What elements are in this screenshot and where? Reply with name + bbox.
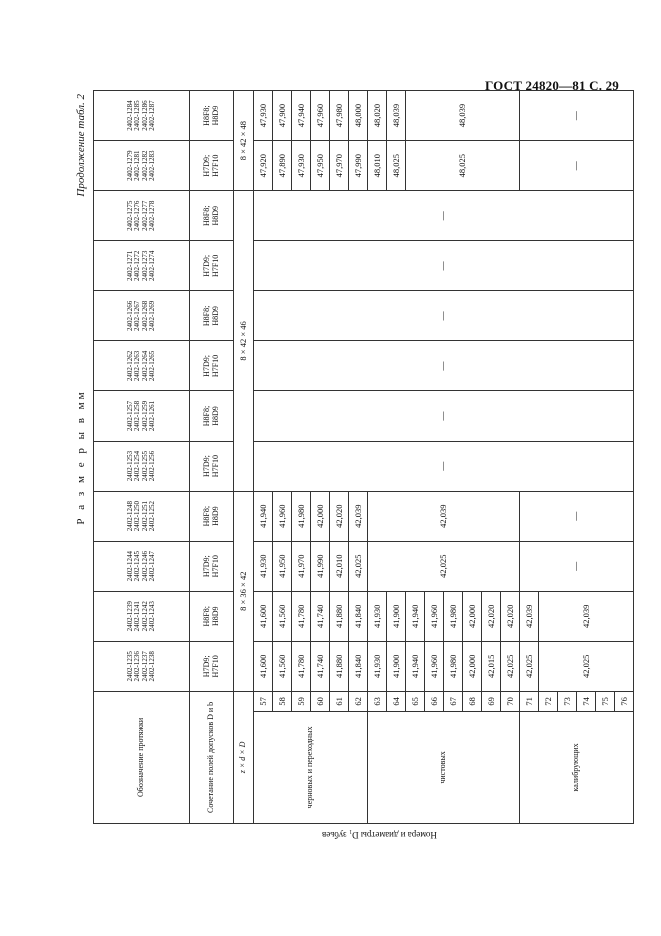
- value-cell: 42,000: [311, 491, 330, 541]
- value-cell: 42,025: [539, 641, 634, 691]
- designation-code: 2402-1282: [140, 150, 149, 181]
- designation-code: 2402-1275: [125, 200, 134, 231]
- value-cell: 41,980: [444, 591, 463, 641]
- designation-code: 2402-1285: [133, 100, 142, 131]
- tooth-number: 76: [615, 691, 634, 711]
- designation-cell: [94, 491, 190, 541]
- value-cell: 41,930: [254, 541, 273, 591]
- tolerance-value: H7D9;: [202, 355, 212, 377]
- tolerance-value: H7F10: [210, 555, 220, 578]
- tolerance-value: H7F10: [210, 454, 220, 478]
- designation-code: 2402-1242: [140, 601, 149, 632]
- tolerance-value: H7F10: [210, 354, 220, 378]
- tolerance-value: H8F8;: [202, 305, 212, 327]
- value-cell: 41,950: [273, 541, 292, 591]
- designation-code: 2402-1256: [147, 450, 156, 482]
- continuation-label: Продолжение табл. 2: [75, 94, 87, 197]
- value-cell: 41,940: [406, 641, 425, 691]
- tolerance-value: H8F8;: [202, 505, 212, 527]
- table-row: [234, 91, 254, 824]
- tooth-number: 62: [349, 691, 368, 711]
- value-cell: 42,039: [368, 491, 520, 541]
- designation-code: 2402-1279: [125, 150, 134, 181]
- tolerance-cell: [190, 591, 234, 641]
- tolerance-value: H8F8;: [202, 606, 212, 627]
- tooth-number: 61: [330, 691, 349, 711]
- designation-code: 2402-1237: [140, 651, 149, 682]
- value-cell: 41,740: [311, 591, 330, 641]
- designation-code: 2402-1277: [140, 200, 149, 231]
- value-cell: 48,039: [406, 91, 520, 141]
- tolerance-cell: [190, 141, 234, 191]
- tooth-number: 71: [520, 691, 539, 711]
- tolerance-cell: [190, 641, 234, 691]
- tolerance-cell: [190, 491, 234, 541]
- dash-cell: —: [254, 291, 634, 341]
- tolerance-value: H8D9: [210, 506, 220, 526]
- value-cell: 42,020: [330, 491, 349, 541]
- designation-code: 2402-1241: [133, 601, 142, 632]
- designation-code: 2402-1258: [133, 400, 142, 432]
- designation-code: 2402-1284: [125, 100, 134, 131]
- teeth-side-label: Номера и диаметры D₁ зубьев: [322, 830, 437, 840]
- value-cell: 41,940: [406, 591, 425, 641]
- designation-code: 2402-1263: [133, 350, 142, 382]
- value-cell: 42,000: [463, 641, 482, 691]
- group-calib-label: калибрующих: [520, 711, 634, 823]
- tolerance-cell: [190, 541, 234, 591]
- tolerance-value: H7D9;: [202, 254, 212, 277]
- designation-cell: [94, 641, 190, 691]
- value-cell: 41,930: [368, 641, 387, 691]
- value-cell: 41,840: [349, 641, 368, 691]
- designation-code: 2402-1245: [133, 551, 142, 582]
- value-cell: 47,970: [330, 141, 349, 191]
- value-cell: 48,025: [406, 141, 520, 191]
- tooth-number: 59: [292, 691, 311, 711]
- table-row: [94, 91, 190, 824]
- dash-cell: —: [520, 141, 634, 191]
- designation-code: 2402-1239: [125, 601, 134, 632]
- tolerance-cell: [190, 241, 234, 291]
- value-cell: 47,940: [292, 91, 311, 141]
- value-cell: 42,010: [330, 541, 349, 591]
- designation-cell: [94, 241, 190, 291]
- designation-code: 2402-1265: [147, 350, 156, 382]
- designation-code: 2402-1246: [140, 551, 149, 582]
- tooth-number: 65: [406, 691, 425, 711]
- designation-code: 2402-1244: [125, 551, 134, 582]
- designation-code: 2402-1236: [133, 651, 142, 682]
- tolerance-cell: [190, 391, 234, 441]
- size-table: [93, 90, 634, 824]
- value-cell: 41,980: [444, 641, 463, 691]
- value-cell: 48,020: [368, 91, 387, 141]
- tolerance-value: H7D9;: [202, 455, 212, 477]
- value-cell: 48,039: [387, 91, 406, 141]
- value-cell: 42,039: [349, 491, 368, 541]
- dash-cell: —: [254, 441, 634, 491]
- tolerance-value: H8D9: [210, 606, 220, 627]
- value-cell: 41,990: [311, 541, 330, 591]
- value-cell: 42,025: [501, 641, 520, 691]
- tooth-number: 72: [539, 691, 558, 711]
- designation-code: 2402-1250: [133, 500, 142, 532]
- tooth-number: 67: [444, 691, 463, 711]
- size-8x42x46: 8 × 42 × 46: [234, 191, 254, 491]
- rotated-table-area: [75, 90, 629, 824]
- tooth-number: 69: [482, 691, 501, 711]
- designation-cell: [94, 441, 190, 491]
- tolerance-value: H8D9: [210, 205, 220, 226]
- designation-code: 2402-1251: [140, 500, 149, 532]
- value-cell: 42,020: [482, 591, 501, 641]
- tolerance-value: H7F10: [210, 655, 220, 678]
- designation-code: 2402-1286: [140, 100, 149, 131]
- value-cell: 41,560: [273, 591, 292, 641]
- value-cell: 42,039: [520, 591, 539, 641]
- value-cell: 47,990: [349, 141, 368, 191]
- value-cell: 41,880: [330, 641, 349, 691]
- tooth-number: 60: [311, 691, 330, 711]
- value-cell: 48,010: [368, 141, 387, 191]
- designation-code: 2402-1255: [140, 450, 149, 482]
- tooth-number: 68: [463, 691, 482, 711]
- tooth-number: 73: [558, 691, 577, 711]
- group-finish-label: чистовых: [368, 711, 520, 823]
- value-cell: 42,039: [539, 591, 634, 641]
- designation-code: 2402-1253: [125, 450, 134, 482]
- value-cell: 42,000: [463, 591, 482, 641]
- dash-cell: —: [254, 191, 634, 241]
- designation-cell: [94, 391, 190, 441]
- designation-code: 2402-1235: [125, 651, 134, 682]
- value-cell: 41,960: [425, 641, 444, 691]
- designation-label: Обозначение протяжки: [94, 691, 190, 823]
- designation-code: 2402-1271: [125, 250, 134, 281]
- dash-cell: —: [520, 491, 634, 541]
- value-cell: 47,890: [273, 141, 292, 191]
- value-cell: 47,950: [311, 141, 330, 191]
- designation-code: 2402-1278: [147, 200, 156, 231]
- value-cell: 41,930: [368, 591, 387, 641]
- value-cell: 41,600: [254, 641, 273, 691]
- value-cell: 47,960: [311, 91, 330, 141]
- designation-cell: [94, 341, 190, 391]
- value-cell: 41,780: [292, 641, 311, 691]
- value-cell: 42,025: [368, 541, 520, 591]
- designation-cell: [94, 541, 190, 591]
- tolerance-value: H7F10: [210, 254, 220, 277]
- tolerance-value: H7F10: [210, 154, 220, 177]
- value-cell: 47,900: [273, 91, 292, 141]
- designation-code: 2402-1264: [140, 350, 149, 382]
- zdD-label: z × d × D: [234, 691, 254, 823]
- tolerance-cell: [190, 91, 234, 141]
- tolerance-cell: [190, 191, 234, 241]
- size-8x42x48: 8 × 42 × 48: [234, 91, 254, 191]
- tooth-number: 70: [501, 691, 520, 711]
- tooth-number: 58: [273, 691, 292, 711]
- designation-code: 2402-1252: [147, 500, 156, 532]
- table-row: [190, 91, 234, 824]
- value-cell: 42,015: [482, 641, 501, 691]
- tooth-number: 57: [254, 691, 273, 711]
- tolerance-label: Сочетание полей допусков D и b: [190, 691, 234, 823]
- table-title: Р а з м е р ы в мм: [75, 389, 87, 525]
- value-cell: 41,960: [425, 591, 444, 641]
- page-header: ГОСТ 24820—81 С. 29: [485, 78, 619, 93]
- tooth-number: 74: [577, 691, 596, 711]
- table-row: [254, 91, 273, 824]
- designation-code: 2402-1238: [147, 651, 156, 682]
- tolerance-value: H8D9: [210, 105, 220, 126]
- value-cell: 41,900: [387, 641, 406, 691]
- value-cell: 41,980: [292, 491, 311, 541]
- group-rough-label: черновых и переходных: [254, 711, 368, 823]
- value-cell: 42,025: [520, 641, 539, 691]
- designation-cell: [94, 91, 190, 141]
- tooth-number: 64: [387, 691, 406, 711]
- value-cell: 41,880: [330, 591, 349, 641]
- dash-cell: —: [254, 391, 634, 441]
- designation-code: 2402-1261: [147, 400, 156, 432]
- value-cell: 41,970: [292, 541, 311, 591]
- value-cell: 41,740: [311, 641, 330, 691]
- value-cell: 41,940: [254, 491, 273, 541]
- designation-code: 2402-1287: [147, 100, 156, 131]
- rotated-content: [75, 90, 629, 824]
- designation-code: 2402-1272: [133, 250, 142, 281]
- size-8x36x42: 8 × 36 × 42: [234, 491, 254, 691]
- tolerance-value: H8F8;: [202, 205, 212, 226]
- tolerance-value: H8F8;: [202, 405, 212, 427]
- designation-code: 2402-1266: [125, 300, 134, 332]
- tolerance-cell: [190, 341, 234, 391]
- tooth-number: 66: [425, 691, 444, 711]
- value-cell: 42,020: [501, 591, 520, 641]
- designation-code: 2402-1247: [147, 551, 156, 582]
- value-cell: 48,025: [387, 141, 406, 191]
- designation-cell: [94, 191, 190, 241]
- value-cell: 41,560: [273, 641, 292, 691]
- value-cell: 41,900: [387, 591, 406, 641]
- designation-code: 2402-1281: [133, 150, 142, 181]
- tolerance-value: H7D9;: [202, 154, 212, 177]
- dash-cell: —: [254, 341, 634, 391]
- designation-code: 2402-1254: [133, 450, 142, 482]
- designation-code: 2402-1259: [140, 400, 149, 432]
- designation-cell: [94, 141, 190, 191]
- designation-code: 2402-1267: [133, 300, 142, 332]
- value-cell: 41,780: [292, 591, 311, 641]
- designation-code: 2402-1273: [140, 250, 149, 281]
- value-cell: 41,960: [273, 491, 292, 541]
- tolerance-cell: [190, 441, 234, 491]
- tolerance-value: H7D9;: [202, 555, 212, 578]
- designation-cell: [94, 591, 190, 641]
- value-cell: 48,000: [349, 91, 368, 141]
- designation-code: 2402-1243: [147, 601, 156, 632]
- designation-code: 2402-1257: [125, 400, 134, 432]
- tolerance-cell: [190, 291, 234, 341]
- tolerance-value: H7D9;: [202, 655, 212, 678]
- tolerance-value: H8D9: [210, 406, 220, 426]
- value-cell: 47,930: [254, 91, 273, 141]
- designation-cell: [94, 291, 190, 341]
- value-cell: 41,600: [254, 591, 273, 641]
- designation-code: 2402-1269: [147, 300, 156, 332]
- tolerance-value: H8F8;: [202, 105, 212, 126]
- dash-cell: —: [520, 541, 634, 591]
- designation-code: 2402-1262: [125, 350, 134, 382]
- tolerance-value: H8D9: [210, 306, 220, 326]
- value-cell: 41,840: [349, 591, 368, 641]
- designation-code: 2402-1276: [133, 200, 142, 231]
- designation-code: 2402-1248: [125, 500, 134, 532]
- value-cell: 47,920: [254, 141, 273, 191]
- value-cell: 47,980: [330, 91, 349, 141]
- value-cell: 42,025: [349, 541, 368, 591]
- designation-code: 2402-1283: [147, 150, 156, 181]
- tooth-number: 75: [596, 691, 615, 711]
- tooth-number: 63: [368, 691, 387, 711]
- dash-cell: —: [520, 91, 634, 141]
- designation-code: 2402-1274: [147, 250, 156, 281]
- dash-cell: —: [254, 241, 634, 291]
- designation-code: 2402-1268: [140, 300, 149, 332]
- value-cell: 47,930: [292, 141, 311, 191]
